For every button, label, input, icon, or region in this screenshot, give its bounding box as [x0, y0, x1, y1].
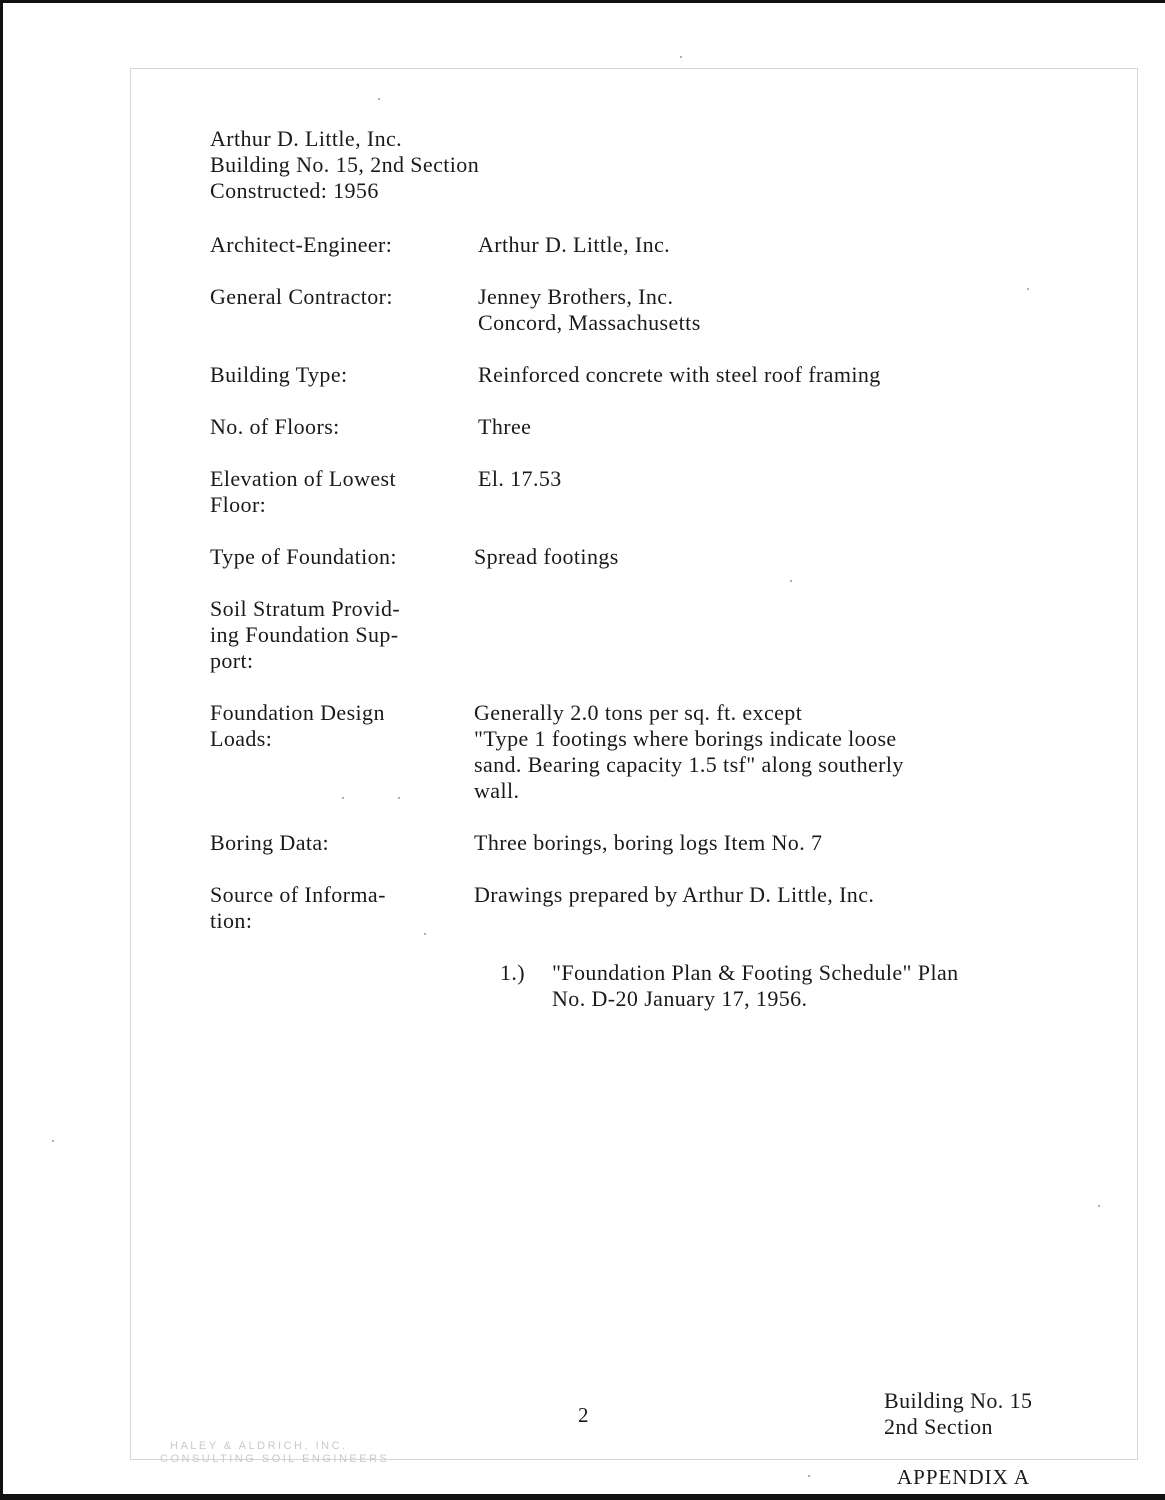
firm-watermark: HALEY & ALDRICH, INC. CONSULTING SOIL ENGINEERS — [160, 1440, 390, 1465]
field-label-source: Source of Informa- tion: — [210, 882, 386, 933]
building-title: Building No. 15, 2nd Section — [210, 152, 480, 177]
scan-speck — [378, 98, 380, 100]
field-label-building-type: Building Type: — [210, 362, 348, 387]
scan-speck — [1098, 1205, 1100, 1207]
scan-speck — [1027, 288, 1029, 290]
field-value-building-type: Reinforced concrete with steel roof framing — [478, 362, 881, 387]
scan-border-bottom — [0, 1494, 1165, 1500]
field-value-architect: Arthur D. Little, Inc. — [478, 232, 671, 257]
field-label-foundation-type: Type of Foundation: — [210, 544, 397, 569]
field-value-boring-data: Three borings, boring logs Item No. 7 — [474, 830, 823, 855]
field-value-elevation: El. 17.53 — [478, 466, 562, 491]
scan-speck — [680, 56, 682, 58]
drawing-reference — [500, 960, 959, 1012]
field-value-source: Drawings prepared by Arthur D. Little, Inc. — [474, 882, 875, 907]
scan-border-left — [0, 0, 3, 1500]
field-label-contractor: General Contractor: — [210, 284, 393, 309]
scan-speck — [52, 1140, 54, 1142]
appendix-label: APPENDIX A — [897, 1465, 1031, 1489]
reference-line-2: No. D-20 January 17, 1956. — [552, 986, 808, 1011]
scan-speck — [342, 797, 344, 799]
field-label-boring-data: Boring Data: — [210, 830, 330, 855]
scan-speck — [424, 933, 426, 935]
scan-speck — [808, 1475, 810, 1477]
field-value-design-loads: Generally 2.0 tons per sq. ft. except "Type 1 footings where borings indicate loose sand. Bearing capacity 1.5 tsf" along southerly wall. — [474, 700, 904, 803]
footer-building-id: Building No. 15 2nd Section — [884, 1388, 1033, 1439]
construction-year: Constructed: 1956 — [210, 178, 379, 203]
field-label-floors: No. of Floors: — [210, 414, 340, 439]
scan-speck — [790, 580, 792, 582]
field-value-contractor: Jenney Brothers, Inc. Concord, Massachusetts — [478, 284, 701, 335]
company-name: Arthur D. Little, Inc. — [210, 126, 403, 151]
document-header — [210, 126, 479, 204]
field-label-architect: Architect-Engineer: — [210, 232, 393, 257]
scan-border-top — [0, 0, 1165, 3]
field-value-foundation-type: Spread footings — [474, 544, 619, 569]
field-value-floors: Three — [478, 414, 532, 439]
page-number: 2 — [578, 1403, 589, 1427]
field-label-soil-stratum: Soil Stratum Provid- ing Foundation Sup- port: — [210, 596, 401, 673]
field-label-design-loads: Foundation Design Loads: — [210, 700, 385, 751]
field-label-elevation: Elevation of Lowest Floor: — [210, 466, 396, 517]
scan-speck — [398, 797, 400, 799]
reference-number: 1.) — [500, 960, 526, 985]
reference-line-1: "Foundation Plan & Footing Schedule" Plan — [552, 960, 959, 985]
